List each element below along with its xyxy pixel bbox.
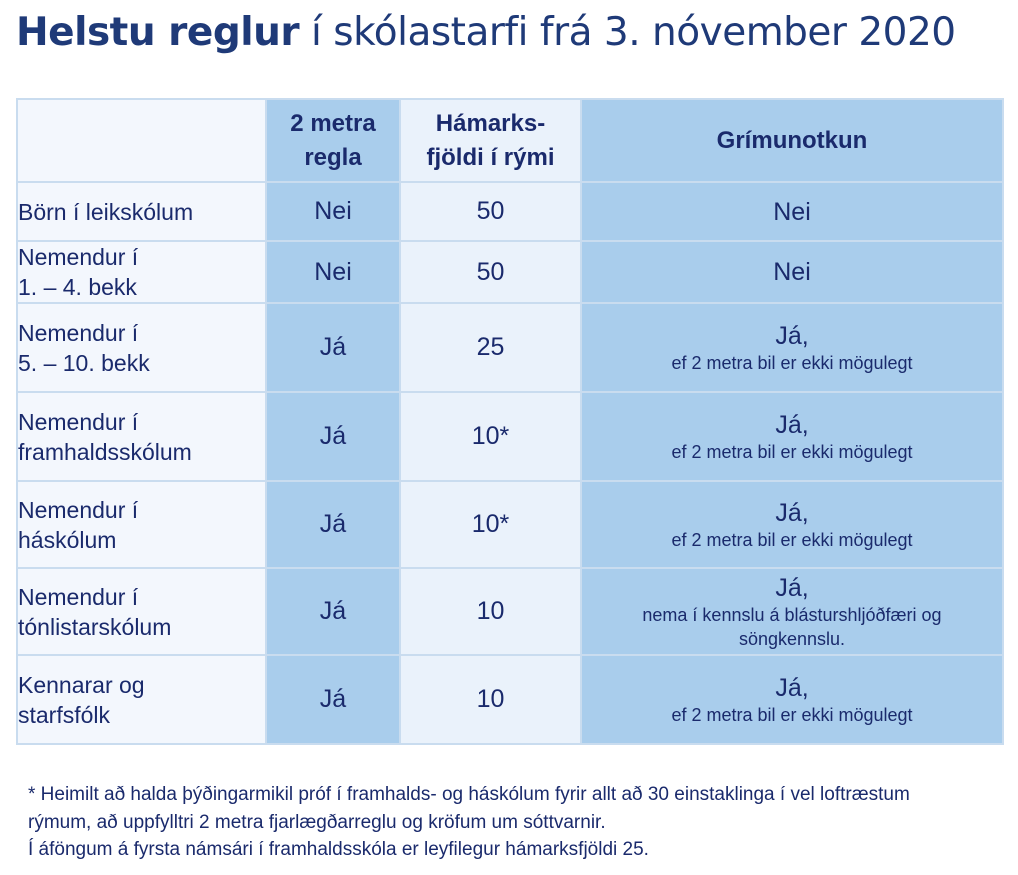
max-capacity-value: 50 bbox=[400, 182, 581, 241]
title-bold: Helstu reglur bbox=[16, 10, 300, 55]
footnote-line: * Heimilt að halda þýðingarmikil próf í framhalds- og háskólum fyrir allt að 30 einstaklinga í vel loftræstum bbox=[28, 784, 910, 805]
mask-use-note: ef 2 metra bil er ekki mögulegt bbox=[671, 704, 913, 725]
two-metre-rule-value: Nei bbox=[266, 241, 400, 303]
mask-use-value: Nei bbox=[773, 258, 811, 286]
header-max-line: fjöldi í rými bbox=[426, 143, 555, 171]
max-capacity-value: 10 bbox=[400, 655, 581, 744]
table-row bbox=[17, 481, 1003, 568]
two-metre-rule-value: Nei bbox=[266, 182, 400, 241]
table-row bbox=[17, 655, 1003, 744]
header-max-capacity bbox=[400, 99, 581, 182]
two-metre-rule-value: Já bbox=[266, 568, 400, 655]
rules-table bbox=[16, 98, 1004, 745]
header-rule-line: 2 metra bbox=[290, 109, 376, 137]
table-row bbox=[17, 241, 1003, 303]
mask-use-note: ef 2 metra bil er ekki mögulegt bbox=[671, 441, 913, 462]
max-capacity-value: 50 bbox=[400, 241, 581, 303]
mask-use-value: Já, bbox=[775, 410, 809, 439]
mask-use-cell bbox=[581, 303, 1003, 392]
mask-use-cell bbox=[581, 481, 1003, 568]
footnote-line: Í áföngum á fyrsta námsári í framhaldsskóla er leyfilegur hámarksfjöldi 25. bbox=[28, 839, 649, 860]
row-label bbox=[17, 481, 266, 568]
mask-use-value: Já, bbox=[775, 573, 809, 602]
title-rest: í skólastarfi frá 3. nóvember 2020 bbox=[299, 10, 956, 55]
row-label-line: 5. – 10. bekk bbox=[18, 349, 150, 376]
row-label bbox=[17, 392, 266, 481]
mask-use-value: Nei bbox=[773, 197, 811, 226]
max-capacity-value: 10* bbox=[400, 392, 581, 481]
mask-use-cell bbox=[581, 392, 1003, 481]
mask-use-note: nema í kennslu á blásturshljóðfæri og bbox=[642, 604, 942, 625]
mask-use-cell bbox=[581, 568, 1003, 655]
row-label-line: Nemendur í bbox=[18, 244, 139, 270]
mask-use-note: söngkennslu. bbox=[738, 628, 846, 649]
page-title bbox=[16, 10, 956, 55]
header-max-line: Hámarks- bbox=[435, 109, 546, 137]
header-two-metre-rule bbox=[266, 99, 400, 182]
mask-use-value: Já, bbox=[775, 673, 809, 702]
mask-use-value: Já, bbox=[775, 321, 809, 350]
row-label bbox=[17, 182, 266, 241]
row-label-line: starfsfólk bbox=[18, 701, 111, 728]
max-capacity-value: 10 bbox=[400, 568, 581, 655]
two-metre-rule-value: Já bbox=[266, 655, 400, 744]
two-metre-rule-value: Já bbox=[266, 481, 400, 568]
max-capacity-value: 10* bbox=[400, 481, 581, 568]
header-corner bbox=[17, 99, 266, 182]
row-label-line: 1. – 4. bekk bbox=[18, 274, 137, 300]
header-mask-use bbox=[581, 99, 1003, 182]
footnote-line: rýmum, að uppfylltri 2 metra fjarlægðarreglu og kröfum um sóttvarnir. bbox=[28, 811, 606, 833]
row-label-line: háskólum bbox=[18, 526, 117, 553]
mask-use-cell bbox=[581, 241, 1003, 303]
mask-use-cell bbox=[581, 655, 1003, 744]
row-label-line: tónlistarskólum bbox=[18, 613, 172, 640]
row-label-line: framhaldsskólum bbox=[18, 438, 192, 465]
two-metre-rule-value: Já bbox=[266, 303, 400, 392]
row-label bbox=[17, 655, 266, 744]
two-metre-rule-value: Já bbox=[266, 392, 400, 481]
row-label bbox=[17, 303, 266, 392]
header-mask-text: Grímunotkun bbox=[716, 126, 868, 154]
row-label bbox=[17, 241, 266, 303]
row-label bbox=[17, 568, 266, 655]
table-row bbox=[17, 303, 1003, 392]
row-label-line: Nemendur í bbox=[18, 583, 139, 610]
table-row bbox=[17, 182, 1003, 241]
header-row bbox=[17, 99, 1003, 182]
mask-use-note: ef 2 metra bil er ekki mögulegt bbox=[671, 529, 913, 550]
table-row bbox=[17, 392, 1003, 481]
row-label-line: Nemendur í bbox=[18, 496, 139, 523]
header-rule-line: regla bbox=[304, 143, 362, 171]
mask-use-value: Já, bbox=[775, 498, 809, 527]
footnote bbox=[28, 781, 1008, 864]
mask-use-note: ef 2 metra bil er ekki mögulegt bbox=[671, 352, 913, 373]
row-label-line: Börn í leikskólum bbox=[18, 198, 194, 225]
row-label-line: Nemendur í bbox=[18, 408, 139, 435]
row-label-line: Kennarar og bbox=[18, 671, 145, 698]
max-capacity-value: 25 bbox=[400, 303, 581, 392]
row-label-line: Nemendur í bbox=[18, 319, 139, 346]
mask-use-cell bbox=[581, 182, 1003, 241]
table-row bbox=[17, 568, 1003, 655]
